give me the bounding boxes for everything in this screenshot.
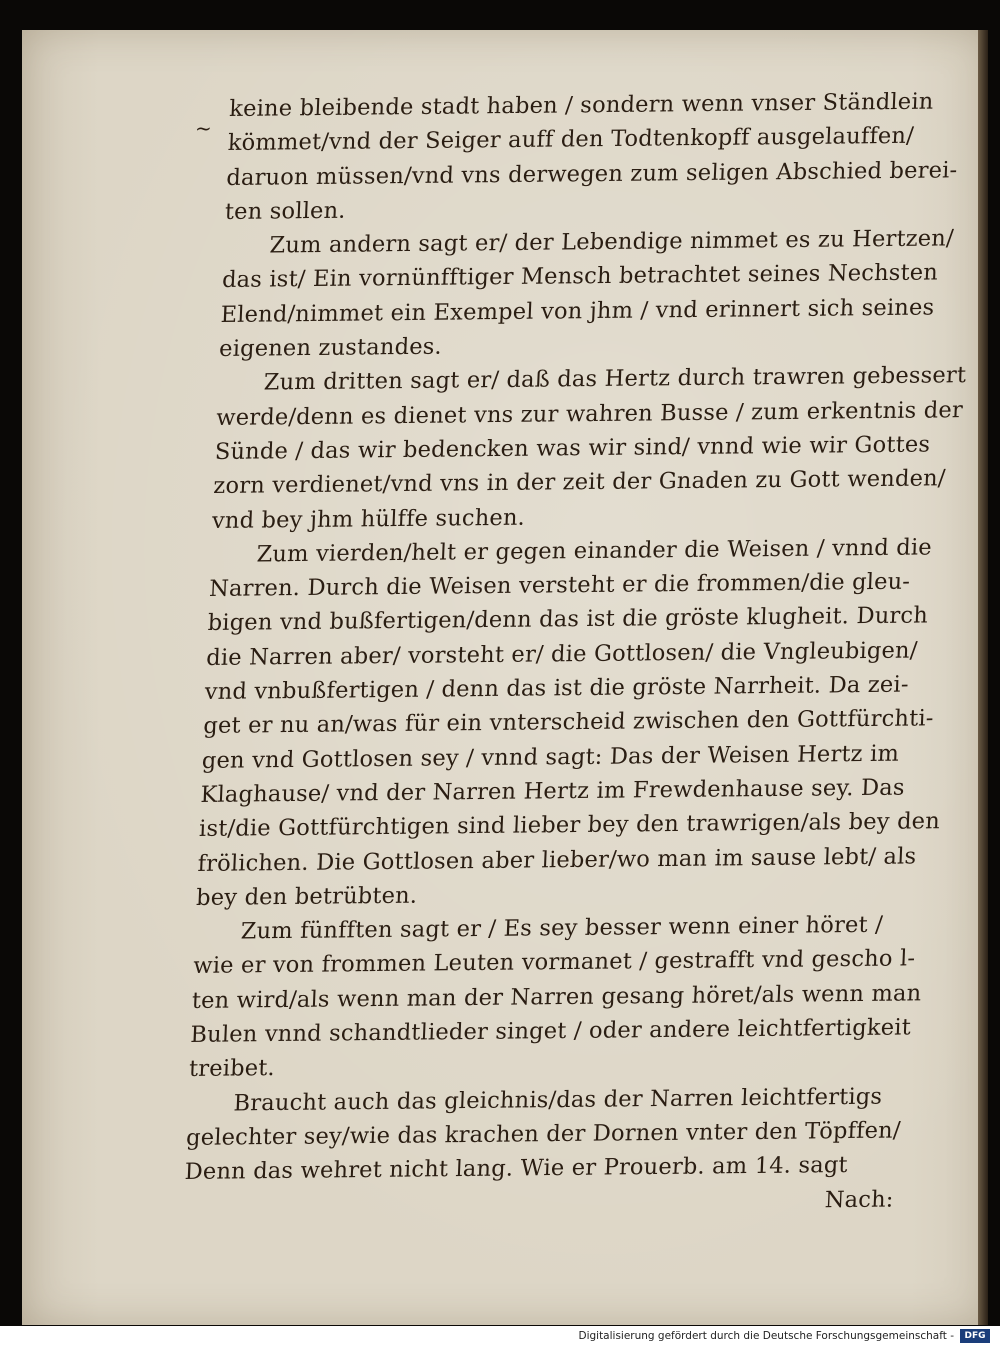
text-line: bigen vnd bußfertigen/denn das ist die gröste klugheit. Durch <box>207 602 929 637</box>
text-line: das ist/ Ein vornünfftiger Mensch betrachtet seines Nechsten <box>221 259 939 294</box>
text-line: Elend/nimmet ein Exempel von jhm / vnd erinnert sich seines <box>220 294 935 328</box>
text-line: daruon müssen/vnd vns derwegen zum seligen Abschied berei- <box>225 156 958 191</box>
text-line: Zum vierden/helt er gegen einander die Weisen / vnnd die <box>256 534 933 568</box>
text-line: Braucht auch das gleichnis/das der Narren leichtfertigs <box>233 1083 883 1117</box>
funding-notice: Digitalisierung gefördert durch die Deutsche Forschungsgemeinschaft - <box>578 1330 954 1342</box>
text-line: Zum andern sagt er/ der Lebendige nimmet es zu Hertzen/ <box>269 225 955 259</box>
text-line: vnd vnbußfertigen / denn das ist die gröste Narrheit. Da zei- <box>204 671 910 706</box>
footer-bar <box>0 1326 1000 1348</box>
text-line: keine bleibende stadt haben / sondern wenn vnser Ständlein <box>228 88 935 122</box>
text-line: werde/denn es dienet vns zur wahren Busse / zum erkentnis der <box>215 396 964 431</box>
text-line: gelechter sey/wie das krachen der Dornen vnter den Töpffen/ <box>185 1117 902 1151</box>
catchword: Nach: <box>824 1186 895 1213</box>
text-line: treibet. <box>188 1055 276 1083</box>
text-line: Sünde / das wir bedencken was wir sind/ vnnd wie wir Gottes <box>214 431 931 465</box>
text-line: ten wird/als wenn man der Narren gesang höret/als wenn man <box>191 980 922 1014</box>
text-line: Zum fünfften sagt er / Es sey besser wenn einer höret / <box>240 911 884 945</box>
text-line: zorn verdienet/vnd vns in der zeit der Gnaden zu Gott wenden/ <box>212 465 947 500</box>
text-line: Narren. Durch die Weisen versteht er die frommen/die gleu- <box>208 568 911 603</box>
text-line: Zum dritten sagt er/ daß das Hertz durch trawren gebessert <box>263 362 967 396</box>
text-line: die Narren aber/ vorsteht er/ die Gottlosen/ die Vngleubigen/ <box>205 637 919 671</box>
text-line: ist/die Gottfürchtigen sind lieber bey den trawrigen/als bey den <box>198 808 941 843</box>
text-line: vnd bey jhm hülffe suchen. <box>211 504 526 534</box>
text-line: Bulen vnnd schandtlieder singet / oder andere leichtfertigkeit <box>189 1014 912 1048</box>
text-line: ten sollen. <box>224 197 347 225</box>
text-line: get er nu an/was für ein vnterscheid zwischen den Gottfürchti- <box>202 705 935 740</box>
text-line: Denn das wehret nicht lang. Wie er Prouerb. am 14. sagt <box>184 1152 849 1186</box>
text-line: kömmet/vnd der Seiger auff den Todtenkopff ausgelauffen/ <box>227 123 915 157</box>
text-line: Klaghause/ vnd der Narren Hertz im Frewdenhause sey. Das <box>199 774 906 808</box>
dfg-logo[interactable]: DFG <box>960 1329 990 1343</box>
book-spine-edge <box>978 30 988 1325</box>
page-text <box>183 85 967 1224</box>
text-line: bey den betrübten. <box>195 882 418 911</box>
text-line: wie er von frommen Leuten vormanet / gestrafft vnd gescho l- <box>192 945 916 980</box>
text-line: frölichen. Die Gottlosen aber lieber/wo man im sause lebt/ als <box>197 842 917 877</box>
margin-mark: ~ <box>195 116 212 140</box>
text-line: gen vnd Gottlosen sey / vnnd sagt: Das der Weisen Hertz im <box>201 740 900 774</box>
text-line: eigenen zustandes. <box>218 333 443 363</box>
